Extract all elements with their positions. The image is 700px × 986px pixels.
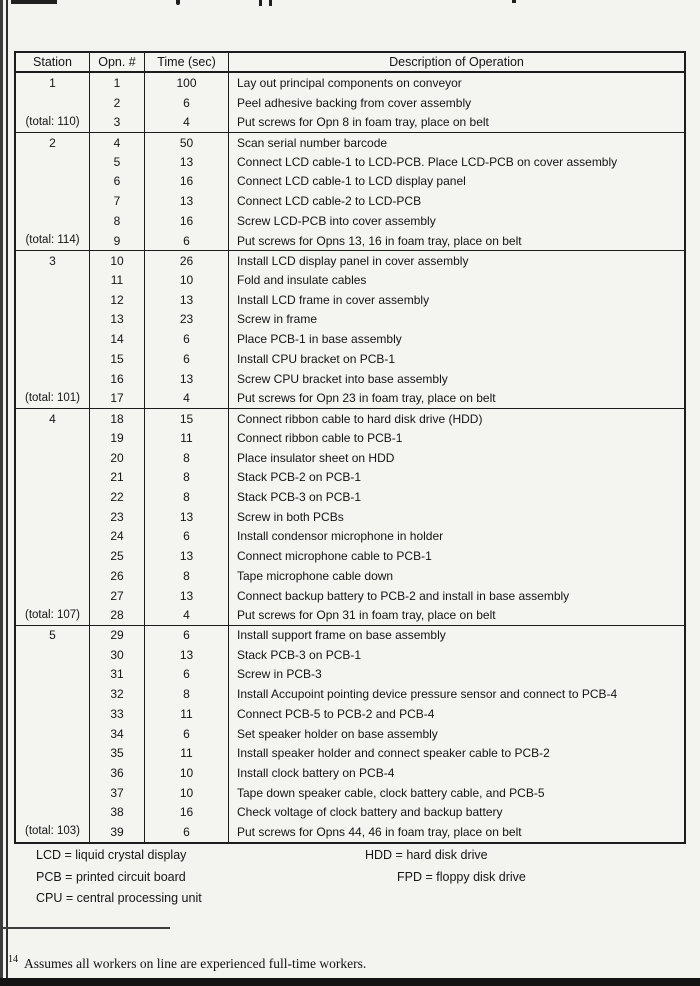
description-cell: Stack PCB-2 on PCB-1 xyxy=(237,470,362,485)
opn-cell: 13 xyxy=(90,310,145,330)
description-cell: Fold and insulate cables xyxy=(237,273,367,288)
description-cell: Connect ribbon cable to hard disk drive (HDD) xyxy=(229,408,684,428)
opn-cell: 32 xyxy=(90,684,145,704)
time-cell: 6 xyxy=(145,822,229,842)
clipped-text-fragment xyxy=(11,0,57,4)
description-cell: Check voltage of clock battery and backup battery xyxy=(237,805,503,820)
station-total-cell: (total: 101) xyxy=(16,389,90,409)
description-cell: Place insulator sheet on HDD xyxy=(237,450,395,465)
clipped-text-fragment xyxy=(512,0,516,3)
time-cell: 16 xyxy=(145,803,229,823)
time-cell: 6 xyxy=(145,724,229,744)
opn-cell: 15 xyxy=(90,349,145,369)
station-empty-cell xyxy=(16,93,90,113)
description-cell: Tape down speaker cable, clock battery cable, and PCB-5 xyxy=(237,785,545,800)
station-cell: 3 xyxy=(16,250,90,270)
time-cell: 16 xyxy=(145,211,229,231)
opn-cell: 27 xyxy=(90,586,145,606)
description-cell: Install CPU bracket on PCB-1 xyxy=(237,351,396,366)
opn-cell: 12 xyxy=(90,290,145,310)
description-cell: Install support frame on base assembly xyxy=(229,625,684,645)
station-total-cell: (total: 107) xyxy=(16,605,90,625)
opn-cell: 22 xyxy=(90,487,145,507)
time-cell: 8 xyxy=(145,467,229,487)
description-cell: Screw LCD-PCB into cover assembly xyxy=(237,213,436,228)
time-cell: 4 xyxy=(145,389,229,409)
description-cell: Tape microphone cable down xyxy=(237,568,394,583)
legend-item-fpd: FPD = floppy disk drive xyxy=(397,869,526,884)
opn-cell: 11 xyxy=(90,270,145,290)
description-cell: Screw CPU bracket into base assembly xyxy=(237,371,448,386)
opn-cell: 26 xyxy=(90,566,145,586)
clipped-text-fragment xyxy=(259,0,262,6)
description-cell: Connect PCB-5 to PCB-2 and PCB-4 xyxy=(237,706,435,721)
station-cell: 4 xyxy=(16,408,90,428)
time-cell: 13 xyxy=(145,546,229,566)
opn-cell: 5 xyxy=(90,152,145,172)
description-cell: Put screws for Opns 13, 16 in foam tray, place on belt xyxy=(237,233,522,248)
station-empty-cell xyxy=(16,428,90,448)
opn-cell: 8 xyxy=(90,211,145,231)
time-cell: 11 xyxy=(145,743,229,763)
scan-edge-shadow xyxy=(0,0,3,986)
abbreviation-legend-left xyxy=(36,845,202,910)
description-cell: Install Accupoint pointing device pressure sensor and connect to PCB-4 xyxy=(237,687,618,702)
station-cell: 1 xyxy=(16,73,90,93)
description-cell: Install clock battery on PCB-4 xyxy=(237,766,395,781)
time-cell: 13 xyxy=(145,645,229,665)
time-cell: 13 xyxy=(145,290,229,310)
description-cell: Put screws for Opn 31 in foam tray, place on belt xyxy=(237,608,496,623)
time-cell: 26 xyxy=(145,250,229,270)
station-total-cell: (total: 103) xyxy=(16,822,90,842)
time-cell: 16 xyxy=(145,172,229,192)
footnote-separator xyxy=(2,927,170,929)
time-cell: 4 xyxy=(145,112,229,132)
time-cell: 23 xyxy=(145,310,229,330)
station-empty-cell xyxy=(16,743,90,763)
description-cell: Install LCD frame in cover assembly xyxy=(237,292,430,307)
station-cell: 5 xyxy=(16,625,90,645)
time-cell: 8 xyxy=(145,566,229,586)
description-cell: Put screws for Opn 8 in foam tray, place on belt xyxy=(237,115,489,130)
page-left-border xyxy=(6,0,8,980)
time-cell: 11 xyxy=(145,704,229,724)
opn-cell: 30 xyxy=(90,645,145,665)
column-header-description: Description of Operation xyxy=(229,53,684,73)
footnote xyxy=(8,954,668,972)
description-cell: Connect backup battery to PCB-2 and install in base assembly xyxy=(237,588,570,603)
time-cell: 13 xyxy=(145,191,229,211)
station-empty-cell xyxy=(16,763,90,783)
station-empty-cell xyxy=(16,369,90,389)
opn-cell: 29 xyxy=(90,625,145,645)
abbreviation-legend-right xyxy=(365,845,526,888)
opn-cell: 20 xyxy=(90,448,145,468)
station-empty-cell xyxy=(16,349,90,369)
opn-cell: 33 xyxy=(90,704,145,724)
time-cell: 10 xyxy=(145,270,229,290)
opn-cell: 4 xyxy=(90,132,145,152)
station-empty-cell xyxy=(16,487,90,507)
time-cell: 6 xyxy=(145,527,229,547)
station-empty-cell xyxy=(16,172,90,192)
description-cell: Connect microphone cable to PCB-1 xyxy=(237,549,432,564)
opn-cell: 23 xyxy=(90,507,145,527)
opn-cell: 25 xyxy=(90,546,145,566)
station-empty-cell xyxy=(16,566,90,586)
column-header-station: Station xyxy=(16,53,90,73)
opn-cell: 9 xyxy=(90,231,145,251)
description-cell: Install speaker holder and connect speaker cable to PCB-2 xyxy=(237,746,550,761)
opn-cell: 38 xyxy=(90,803,145,823)
station-empty-cell xyxy=(16,783,90,803)
time-cell: 8 xyxy=(145,684,229,704)
description-cell: Peel adhesive backing from cover assembly xyxy=(237,95,472,110)
clipped-text-fragment xyxy=(176,0,180,5)
opn-cell: 6 xyxy=(90,172,145,192)
description-cell: Screw in frame xyxy=(237,312,318,327)
description-cell: Connect LCD cable-2 to LCD-PCB xyxy=(237,194,422,209)
station-cell: 2 xyxy=(16,132,90,152)
station-empty-cell xyxy=(16,211,90,231)
time-cell: 6 xyxy=(145,625,229,645)
time-cell: 8 xyxy=(145,448,229,468)
station-empty-cell xyxy=(16,270,90,290)
station-empty-cell xyxy=(16,586,90,606)
opn-cell: 36 xyxy=(90,763,145,783)
station-empty-cell xyxy=(16,527,90,547)
station-empty-cell xyxy=(16,546,90,566)
station-empty-cell xyxy=(16,684,90,704)
footnote-marker: 14 xyxy=(8,954,18,965)
description-cell: Lay out principal components on conveyor xyxy=(237,75,462,90)
clipped-text-fragment xyxy=(269,0,272,6)
time-cell: 10 xyxy=(145,763,229,783)
opn-cell: 24 xyxy=(90,527,145,547)
opn-cell: 19 xyxy=(90,428,145,448)
opn-cell: 2 xyxy=(90,93,145,113)
station-empty-cell xyxy=(16,724,90,744)
legend-item-cpu: CPU = central processing unit xyxy=(36,891,202,905)
description-cell: Set speaker holder on base assembly xyxy=(237,726,438,741)
time-cell: 8 xyxy=(145,487,229,507)
description-cell: Screw in PCB-3 xyxy=(237,667,322,682)
opn-cell: 10 xyxy=(90,250,145,270)
opn-cell: 3 xyxy=(90,112,145,132)
time-cell: 13 xyxy=(145,507,229,527)
station-empty-cell xyxy=(16,329,90,349)
time-cell: 6 xyxy=(145,349,229,369)
description-cell: Connect LCD cable-1 to LCD-PCB. Place LCD-PCB on cover assembly xyxy=(237,154,618,169)
description-cell: Put screws for Opns 44, 46 in foam tray, place on belt xyxy=(237,825,522,840)
opn-cell: 31 xyxy=(90,665,145,685)
time-cell: 6 xyxy=(145,329,229,349)
description-cell: Stack PCB-3 on PCB-1 xyxy=(237,647,362,662)
station-empty-cell xyxy=(16,507,90,527)
station-empty-cell xyxy=(16,704,90,724)
description-cell: Connect ribbon cable to PCB-1 xyxy=(237,430,403,445)
time-cell: 6 xyxy=(145,93,229,113)
time-cell: 13 xyxy=(145,369,229,389)
station-empty-cell xyxy=(16,191,90,211)
opn-cell: 18 xyxy=(90,408,145,428)
time-cell: 50 xyxy=(145,132,229,152)
page-bottom-bar xyxy=(0,978,700,986)
description-cell: Stack PCB-3 on PCB-1 xyxy=(237,489,362,504)
time-cell: 6 xyxy=(145,665,229,685)
opn-cell: 35 xyxy=(90,743,145,763)
description-cell: Scan serial number barcode xyxy=(229,132,684,152)
time-cell: 15 xyxy=(145,408,229,428)
time-cell: 13 xyxy=(145,152,229,172)
station-total-cell: (total: 110) xyxy=(16,112,90,132)
station-empty-cell xyxy=(16,467,90,487)
station-empty-cell xyxy=(16,448,90,468)
opn-cell: 16 xyxy=(90,369,145,389)
station-total-cell: (total: 114) xyxy=(16,231,90,251)
description-cell: Connect LCD cable-1 to LCD display panel xyxy=(237,174,466,189)
opn-cell: 17 xyxy=(90,389,145,409)
footnote-text: Assumes all workers on line are experienced full-time workers. xyxy=(24,956,367,971)
time-cell: 100 xyxy=(145,73,229,93)
description-cell: Install condensor microphone in holder xyxy=(237,529,444,544)
time-cell: 11 xyxy=(145,428,229,448)
station-empty-cell xyxy=(16,310,90,330)
description-cell: Screw in both PCBs xyxy=(237,509,344,524)
opn-cell: 21 xyxy=(90,467,145,487)
description-cell: Put screws for Opn 23 in foam tray, place on belt xyxy=(237,391,496,406)
opn-cell: 1 xyxy=(90,73,145,93)
station-empty-cell xyxy=(16,290,90,310)
opn-cell: 37 xyxy=(90,783,145,803)
opn-cell: 34 xyxy=(90,724,145,744)
time-cell: 13 xyxy=(145,586,229,606)
column-header-opn: Opn. # xyxy=(90,53,145,73)
station-empty-cell xyxy=(16,665,90,685)
legend-item-hdd: HDD = hard disk drive xyxy=(365,848,488,862)
legend-item-lcd: LCD = liquid crystal display xyxy=(36,848,187,862)
time-cell: 4 xyxy=(145,605,229,625)
column-header-time: Time (sec) xyxy=(145,53,229,73)
opn-cell: 39 xyxy=(90,822,145,842)
station-empty-cell xyxy=(16,152,90,172)
station-empty-cell xyxy=(16,803,90,823)
legend-item-pcb: PCB = printed circuit board xyxy=(36,869,186,884)
station-empty-cell xyxy=(16,645,90,665)
time-cell: 6 xyxy=(145,231,229,251)
description-cell: Place PCB-1 in base assembly xyxy=(237,332,402,347)
time-cell: 10 xyxy=(145,783,229,803)
opn-cell: 7 xyxy=(90,191,145,211)
description-cell: Install LCD display panel in cover assembly xyxy=(229,250,684,270)
operations-table xyxy=(14,51,686,844)
opn-cell: 28 xyxy=(90,605,145,625)
opn-cell: 14 xyxy=(90,329,145,349)
